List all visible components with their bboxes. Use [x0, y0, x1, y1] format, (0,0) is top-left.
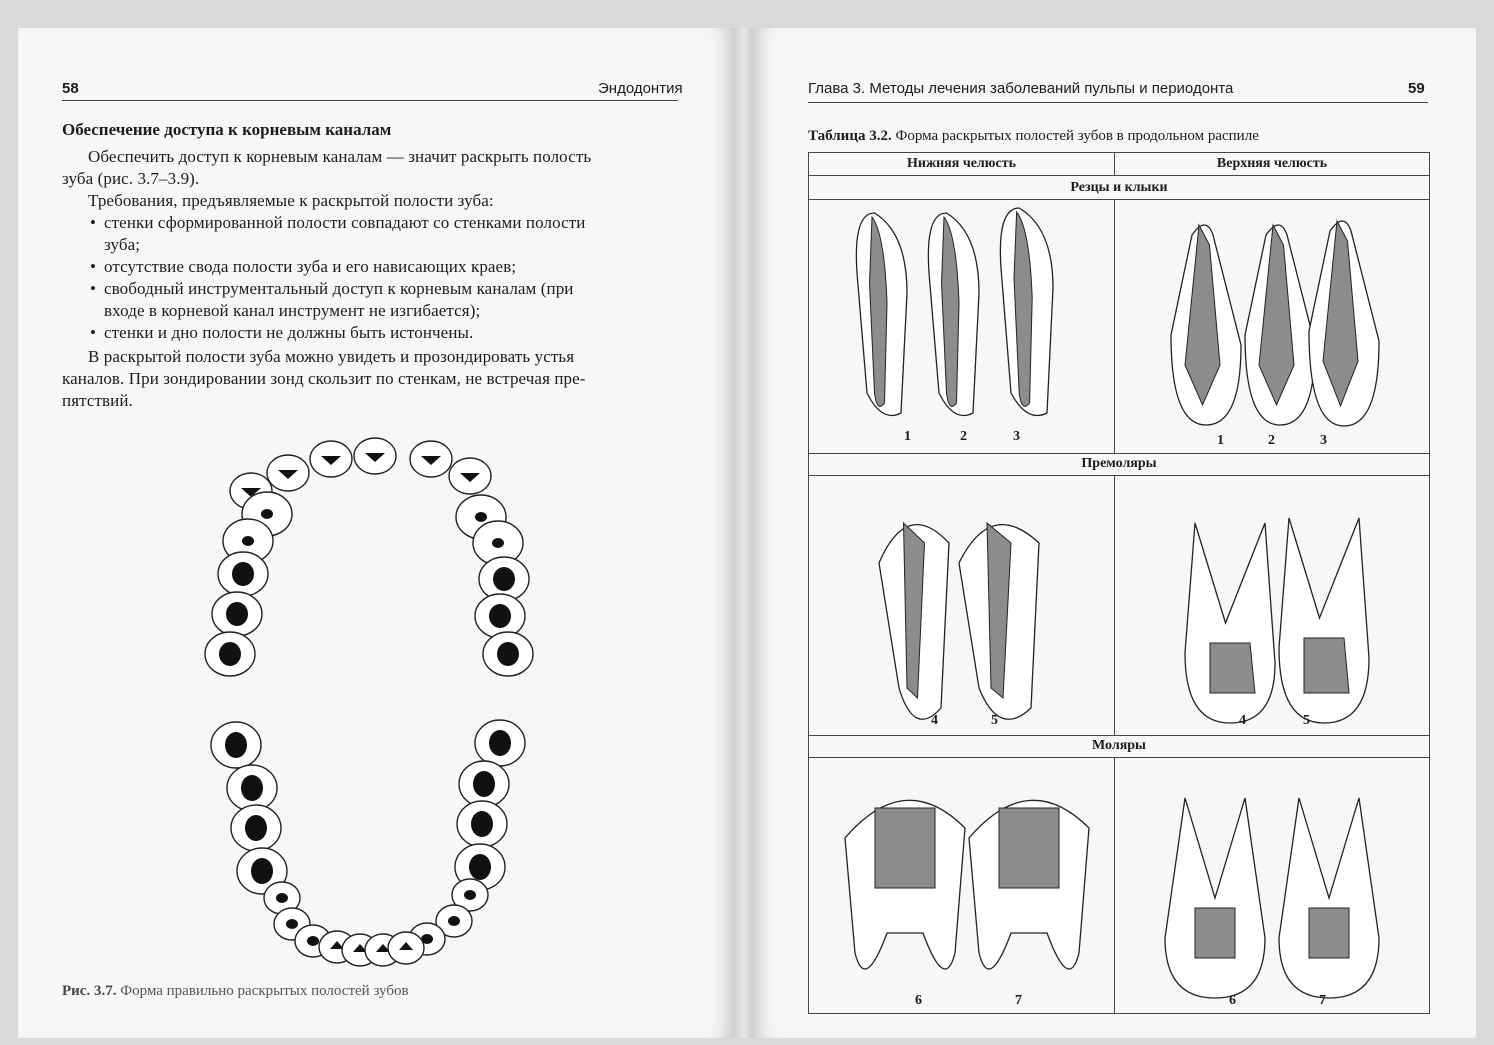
- upper-tooth-cavity: [232, 562, 254, 586]
- paragraph-line: зуба (рис. 3.7–3.9).: [62, 169, 200, 188]
- table-title-label: Таблица 3.2.: [808, 128, 892, 144]
- bullet-item: • свободный инструментальный доступ к корневым каналам (при: [104, 278, 574, 300]
- upper-tooth-cavity: [497, 642, 519, 666]
- lower-tooth-cavity: [286, 919, 298, 929]
- paragraph-line: пятствий.: [62, 391, 133, 410]
- pulp-chamber: [875, 808, 935, 888]
- lower-tooth-cavity: [307, 936, 319, 946]
- bullet-item: • стенки сформированной полости совпадают со стенками полости: [104, 212, 585, 234]
- lower-tooth-cavity: [448, 916, 460, 926]
- upper-tooth-cavity: [475, 512, 487, 522]
- lower-tooth-cavity: [489, 730, 511, 756]
- header-rule: [808, 102, 1428, 103]
- tooth-label: 6: [915, 993, 922, 1008]
- dental-arches-figure: [18, 28, 734, 1038]
- upper-tooth-cavity: [242, 536, 254, 546]
- tooth-label: 2: [1268, 433, 1275, 448]
- tooth-label: 6: [1229, 993, 1236, 1008]
- upper-tooth-cavity: [261, 509, 273, 519]
- tooth-label: 5: [991, 713, 998, 728]
- page-number: 58: [62, 80, 79, 97]
- figure-caption: [62, 983, 409, 1000]
- tooth-label: 4: [931, 713, 938, 728]
- bullet-item-cont: входе в корневой канал инструмент не изгибается);: [104, 301, 481, 320]
- tooth-label: 2: [960, 429, 967, 444]
- upper-molar-outline: [1165, 798, 1265, 998]
- section-heading: Обеспечение доступа к корневым каналам: [62, 120, 392, 139]
- lower-tooth-cavity: [251, 858, 273, 884]
- lower-tooth-cavity: [245, 815, 267, 841]
- requirements-intro: Требования, предъявляемые к раскрытой полости зуба:: [88, 191, 494, 210]
- column-header-upper-jaw: Верхняя челюсть: [1216, 156, 1328, 171]
- lower-tooth-cavity: [225, 732, 247, 758]
- column-header-lower-jaw: Нижняя челюсть: [907, 156, 1016, 171]
- lower-tooth-cavity: [241, 775, 263, 801]
- upper-tooth-cavity: [492, 538, 504, 548]
- lower-tooth-cavity: [471, 811, 493, 837]
- book-gutter: [734, 28, 752, 1038]
- tooth-label: 5: [1303, 713, 1310, 728]
- pulp-chamber: [1309, 908, 1349, 958]
- lower-tooth-cavity: [469, 854, 491, 880]
- tooth-label: 1: [1217, 433, 1224, 448]
- pulp-cavity: [1304, 638, 1349, 693]
- pulp-cavity: [1210, 643, 1255, 693]
- paragraph-line: Обеспечить доступ к корневым каналам — значит раскрыть полость: [88, 147, 592, 166]
- tooth-label: 3: [1320, 433, 1327, 448]
- tooth-drawings: [809, 153, 1429, 1013]
- page-number: 59: [1408, 80, 1425, 97]
- figure-caption-label: Рис. 3.7.: [62, 983, 117, 999]
- paragraph-line: В раскрытой полости зуба можно увидеть и прозондировать устья: [88, 347, 575, 366]
- figure-caption-text: Форма правильно раскрытых полостей зубов: [120, 983, 409, 999]
- upper-tooth-cavity: [219, 642, 241, 666]
- tooth-label: 7: [1319, 993, 1326, 1008]
- section-title-molars: Моляры: [1092, 738, 1146, 753]
- paragraph-line: каналов. При зондировании зонд скользит по стенкам, не встречая пре-: [62, 369, 586, 388]
- left-page: [18, 28, 734, 1038]
- pulp-chamber: [999, 808, 1059, 888]
- running-head: Эндодонтия: [598, 80, 683, 97]
- upper-tooth-cavity: [489, 604, 511, 628]
- tooth-cavity-table: [808, 152, 1430, 1014]
- tooth-label: 3: [1013, 429, 1020, 444]
- bullet-item: • отсутствие свода полости зуба и его нависающих краев;: [104, 256, 516, 278]
- tooth-label: 1: [904, 429, 911, 444]
- lower-tooth-cavity: [473, 771, 495, 797]
- table-title-text: Форма раскрытых полостей зубов в продольном распиле: [895, 128, 1259, 144]
- running-head: Глава 3. Методы лечения заболеваний пульпы и периодонта: [808, 80, 1234, 97]
- bullet-item: • стенки и дно полости не должны быть истончены.: [104, 322, 473, 344]
- right-page: [752, 28, 1476, 1038]
- upper-tooth-cavity: [493, 567, 515, 591]
- lower-tooth-cavity: [464, 890, 476, 900]
- table-title: [808, 128, 1259, 145]
- section-title-incisors: Резцы и клыки: [1070, 180, 1168, 195]
- upper-molar-outline: [1279, 798, 1379, 998]
- lower-tooth-cavity: [276, 893, 288, 903]
- upper-tooth-cavity: [226, 602, 248, 626]
- pulp-chamber: [1195, 908, 1235, 958]
- bullet-item-cont: зуба;: [104, 235, 141, 254]
- section-title-premolars: Премоляры: [1081, 456, 1157, 471]
- tooth-label: 7: [1015, 993, 1022, 1008]
- tooth-label: 4: [1239, 713, 1246, 728]
